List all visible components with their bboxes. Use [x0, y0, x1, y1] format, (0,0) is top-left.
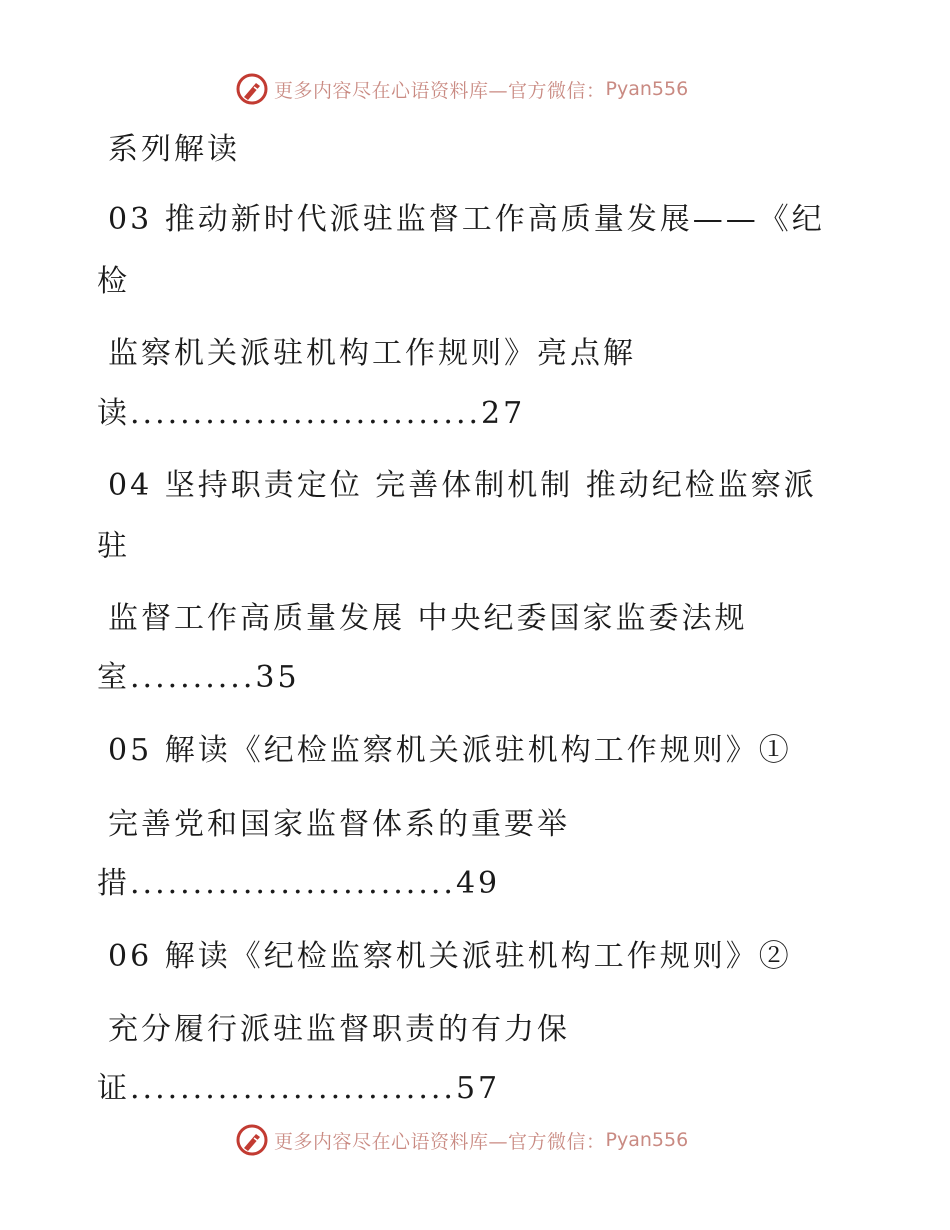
toc-entry-05-line2: 完善党和国家监督体系的重要举	[108, 807, 570, 842]
toc-entry-05-page: 措..........................49	[97, 866, 501, 901]
watermark-text: 更多内容尽在心语资料库—官方微信：	[274, 79, 606, 102]
toc-entry-05-line1: 05 解读《纪检监察机关派驻机构工作规则》①	[108, 733, 792, 768]
toc-entry-03-page: 读............................27	[97, 396, 526, 431]
toc-entry-04-line3: 监督工作高质量发展 中央纪委国家监委法规	[108, 601, 748, 636]
pen-logo-icon	[236, 73, 268, 105]
toc-entry-06-line2: 充分履行派驻监督职责的有力保	[108, 1012, 570, 1047]
footer-watermark-banner	[236, 1123, 688, 1157]
header-watermark-banner	[236, 72, 688, 106]
watermark-text: 更多内容尽在心语资料库—官方微信：	[274, 1130, 606, 1153]
toc-entry-03-line3: 监察机关派驻机构工作规则》亮点解	[108, 336, 636, 371]
toc-entry-03-line1: 03 推动新时代派驻监督工作高质量发展——《纪	[108, 202, 825, 237]
pen-logo-icon	[236, 1124, 268, 1156]
toc-entry-03-line2: 检	[97, 264, 130, 299]
watermark-wechat-handle: Pyan556	[605, 78, 689, 100]
watermark-wechat-handle: Pyan556	[605, 1129, 689, 1151]
toc-entry-04-line2: 驻	[97, 529, 130, 564]
toc-entry-04-line1: 04 坚持职责定位 完善体制机制 推动纪检监察派	[108, 468, 817, 503]
toc-entry-06-line1: 06 解读《纪检监察机关派驻机构工作规则》②	[108, 939, 792, 974]
toc-section-title: 系列解读	[108, 132, 240, 167]
toc-entry-06-page: 证..........................57	[97, 1071, 501, 1106]
toc-entry-04-page: 室..........35	[97, 660, 300, 695]
